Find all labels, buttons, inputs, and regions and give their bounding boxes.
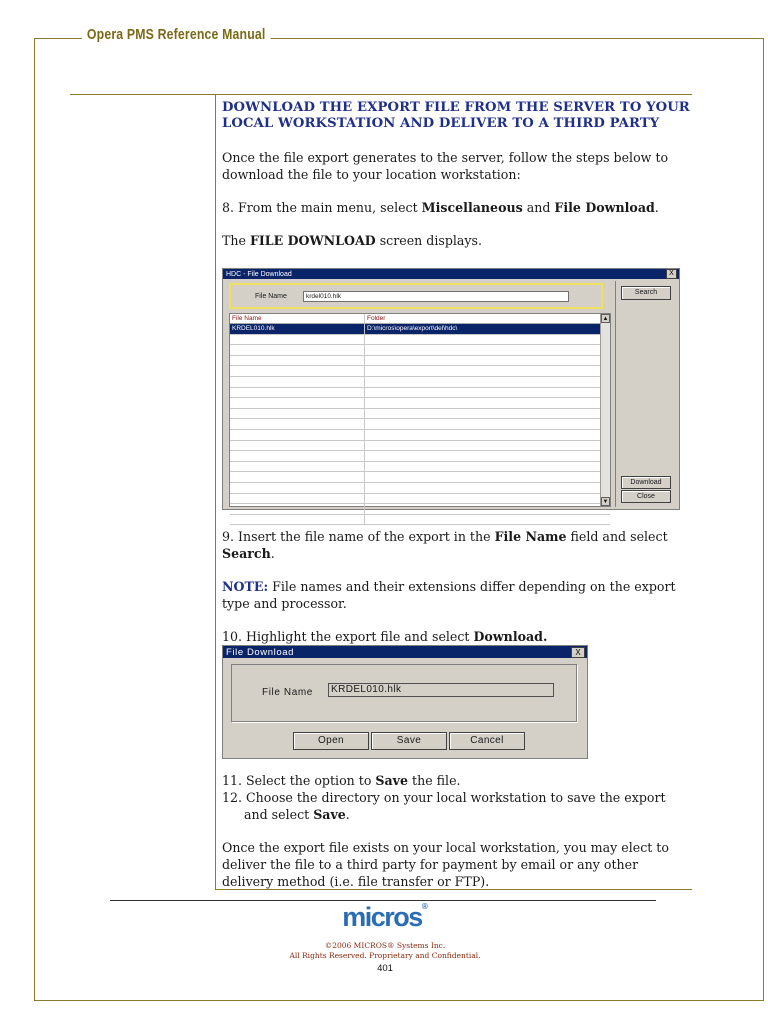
column-header-file-name[interactable]: File Name xyxy=(230,314,365,323)
table-row[interactable] xyxy=(230,377,610,388)
section-top-rule xyxy=(70,94,692,95)
file-name-label: File Name xyxy=(262,687,313,698)
file-list-header xyxy=(230,314,610,324)
close-icon[interactable]: X xyxy=(571,647,585,658)
scroll-down-icon[interactable]: ▼ xyxy=(602,499,609,505)
frame-right-line xyxy=(763,38,764,1000)
close-icon[interactable]: X xyxy=(666,269,677,279)
file-download-dialog xyxy=(222,645,588,759)
table-row[interactable] xyxy=(230,451,610,462)
table-row[interactable] xyxy=(230,388,610,399)
vertical-scrollbar[interactable] xyxy=(600,314,610,506)
hdc-window-title: HDC - File Download xyxy=(226,270,292,278)
window-separator xyxy=(615,281,616,507)
dialog-panel xyxy=(231,664,577,722)
open-button[interactable]: Open xyxy=(293,732,369,750)
table-row[interactable] xyxy=(230,356,610,367)
scroll-up-icon[interactable]: ▲ xyxy=(602,316,609,322)
file-name-field[interactable]: KRDEL010.hlk xyxy=(328,683,554,697)
close-button[interactable]: Close xyxy=(621,490,671,503)
column-divider xyxy=(215,95,216,889)
table-row[interactable] xyxy=(230,345,610,356)
table-row[interactable] xyxy=(230,472,610,483)
intro-paragraph: Once the file export generates to the server, follow the steps below to download the file to your location workstation: xyxy=(222,150,669,182)
closing-paragraph: Once the export file exists on your local workstation, you may elect to deliver the file to a third party for payment by email or any other delivery method (i.e. file transfer or FTP). xyxy=(222,840,669,889)
table-row[interactable] xyxy=(230,462,610,473)
table-row[interactable] xyxy=(230,335,610,346)
file-name-search-box xyxy=(229,283,603,309)
copyright-line-1: ©2006 MICROS® Systems Inc. xyxy=(324,941,446,950)
search-button[interactable]: Search xyxy=(621,286,671,300)
frame-bottom-line xyxy=(34,1000,764,1001)
file-name-label: File Name xyxy=(255,293,287,300)
footer-rule xyxy=(110,900,656,901)
note-paragraph: NOTE: File names and their extensions differ depending on the export type and processor. xyxy=(222,579,676,611)
copyright-line-2: All Rights Reserved. Proprietary and Confidential. xyxy=(289,951,481,960)
table-row[interactable] xyxy=(230,494,610,505)
table-row[interactable] xyxy=(230,398,610,409)
column-header-folder[interactable]: Folder xyxy=(367,315,386,322)
step-8: 8. From the main menu, select Miscellaneous and File Download. xyxy=(222,200,659,215)
save-button[interactable]: Save xyxy=(371,732,447,750)
folder-cell: D:\micros\opera\export\del\hdc\ xyxy=(367,325,458,332)
section-content-bottom xyxy=(222,772,692,890)
table-row[interactable] xyxy=(230,430,610,441)
table-row[interactable] xyxy=(230,366,610,377)
table-row[interactable] xyxy=(230,324,610,335)
hdc-titlebar xyxy=(223,269,679,279)
cancel-button[interactable]: Cancel xyxy=(449,732,525,750)
table-row[interactable] xyxy=(230,441,610,452)
step-9: 9. Insert the file name of the export in the File Name field and select Search. xyxy=(222,529,668,561)
note-label: NOTE: xyxy=(222,579,269,594)
copyright xyxy=(230,941,540,961)
hdc-file-download-window xyxy=(222,268,680,510)
section-content xyxy=(222,100,692,249)
step-12: 12. Choose the directory on your local workstation to save the export and select Save. xyxy=(222,790,666,822)
section-heading: DOWNLOAD THE EXPORT FILE FROM THE SERVER TO YOUR LOCAL WORKSTATION AND DELIVER TO A THIRD PARTY xyxy=(222,100,690,131)
step-10: 10. Highlight the export file and select Download. xyxy=(222,629,548,644)
table-row[interactable] xyxy=(230,483,610,494)
manual-title: Opera PMS Reference Manual xyxy=(82,26,270,43)
table-row[interactable] xyxy=(230,419,610,430)
table-row[interactable] xyxy=(230,515,610,526)
dialog-title: File Download xyxy=(226,646,294,658)
frame-left-line xyxy=(34,38,35,1000)
page-number: 401 xyxy=(377,963,393,974)
file-name-input[interactable]: krdel010.hlk xyxy=(303,291,569,302)
section-content-middle xyxy=(222,528,692,645)
download-button[interactable]: Download xyxy=(621,476,671,489)
dialog-titlebar xyxy=(223,646,587,658)
step-11: 11. Select the option to Save the file. xyxy=(222,773,461,788)
file-name-cell: KRDEL010.hlk xyxy=(230,324,365,334)
table-row[interactable] xyxy=(230,409,610,420)
micros-logo: micros® xyxy=(342,902,428,932)
screen-displays-line: The FILE DOWNLOAD screen displays. xyxy=(222,233,483,248)
table-row[interactable] xyxy=(230,504,610,515)
file-list xyxy=(229,313,611,507)
